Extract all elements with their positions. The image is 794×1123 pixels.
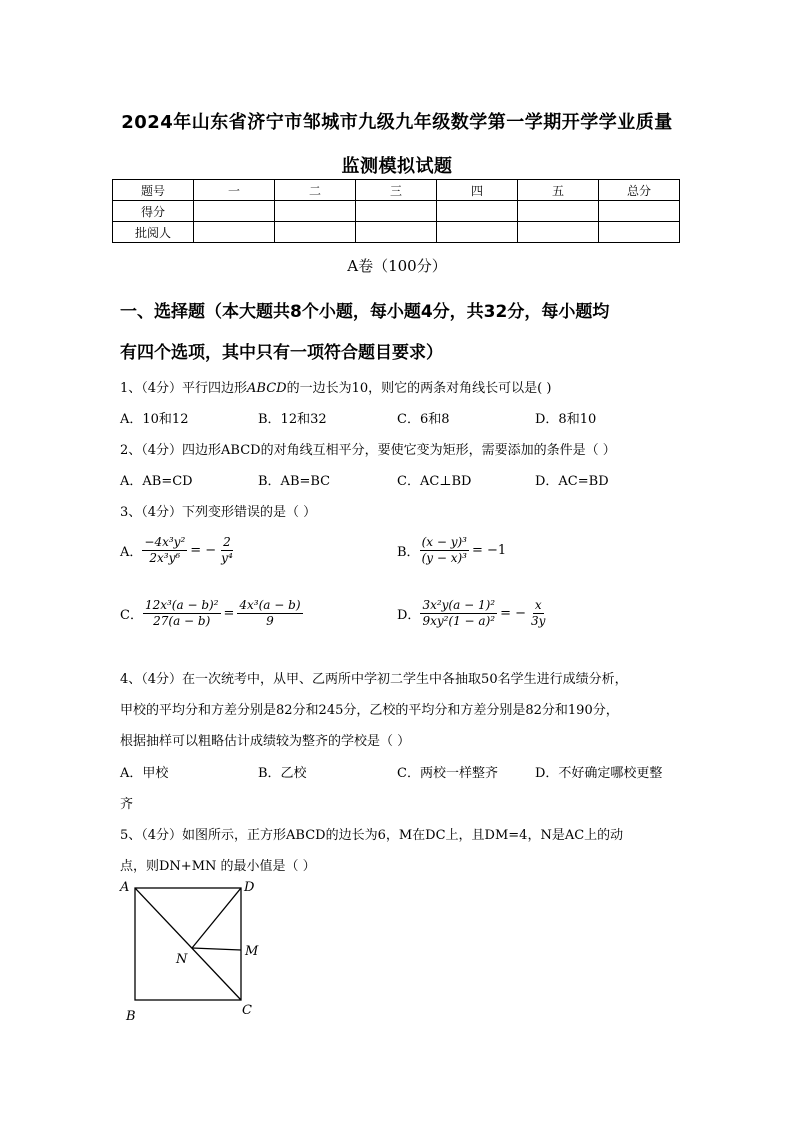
score-table-row: [113, 201, 680, 222]
q1-option-b[interactable]: B．12和32: [258, 412, 327, 427]
q1-option-d[interactable]: D．8和10: [535, 412, 597, 427]
q3-option-c-formula: [143, 598, 303, 629]
q4-option-a[interactable]: A．甲校: [120, 766, 169, 781]
table-cell: [275, 201, 356, 222]
table-header-cell: 五: [518, 180, 599, 201]
q4-option-c[interactable]: C．两校一样整齐: [397, 766, 498, 781]
fraction: [420, 535, 469, 566]
denominator: 27(a − b): [153, 614, 211, 628]
equals-sign: = −: [500, 606, 526, 621]
table-header-cell: 题号: [113, 180, 194, 201]
q4-option-d[interactable]: D．不好确定哪校更整: [535, 766, 663, 781]
denominator: y⁴: [221, 551, 233, 565]
table-cell: [356, 201, 437, 222]
question-4-line2: 甲校的平均分和方差分别是82分和245分，乙校的平均分和方差分别是82分和190分，: [120, 703, 619, 718]
question-5-line1: 5、（4分）如图所示，正方形ABCD的边长为6，M在DC上，且DM=4，N是AC上的动: [120, 828, 624, 843]
score-table-row: [113, 222, 680, 243]
fraction: [420, 598, 497, 629]
q3-option-a-formula: [142, 535, 234, 566]
q3-option-d-label: D．: [397, 608, 421, 623]
label-b: B: [126, 1009, 136, 1024]
question-4-line3: 根据抽样可以粗略估计成绩较为整齐的学校是（ ）: [120, 734, 411, 749]
question-1-stem: [120, 377, 551, 396]
q1-stem-tail: 的一边长为10，则它的两条对角线长可以是( ): [286, 381, 552, 396]
q3-option-b-label: B．: [397, 545, 420, 560]
label-m: M: [245, 944, 259, 959]
numerator: −4x³y²: [144, 535, 186, 549]
q2-option-a[interactable]: A．AB=CD: [120, 474, 193, 489]
fraction: [142, 535, 187, 566]
q3-option-c-label: C．: [120, 608, 143, 623]
numerator: 3x²y(a − 1)²: [422, 598, 496, 612]
q1-stem-text: 1、（4分）平行四边形: [120, 381, 248, 396]
score-table: [112, 179, 680, 243]
question-5-line2: 点，则DN+MN 的最小值是（ ）: [120, 859, 316, 874]
table-cell: [518, 201, 599, 222]
fraction: [219, 535, 235, 566]
table-header-cell: 二: [275, 180, 356, 201]
question-4-line1: 4、（4分）在一次统考中，从甲、乙两所中学初二学生中各抽取50名学生进行成绩分析，: [120, 672, 628, 687]
q1-option-c[interactable]: C．6和8: [397, 412, 450, 427]
table-cell: [275, 222, 356, 243]
table-header-cell: 总分: [599, 180, 680, 201]
numerator: (x − y)³: [421, 535, 467, 549]
q3-option-b-formula: [420, 535, 510, 566]
numerator: 4x³(a − b): [239, 598, 301, 612]
denominator: 9xy²(1 − a)²: [422, 614, 496, 628]
q2-option-b[interactable]: B．AB=BC: [258, 474, 331, 489]
numerator: 2: [223, 535, 231, 549]
diagonal-ac: [135, 888, 241, 1000]
q3-option-d-formula: [420, 598, 547, 629]
q3-option-b[interactable]: [397, 535, 509, 566]
equals-sign: = −1: [471, 543, 507, 558]
denominator: 3y: [531, 614, 546, 628]
table-cell: [599, 222, 680, 243]
denominator: (y − x)³: [421, 551, 467, 565]
table-cell: [599, 201, 680, 222]
table-header-cell: 一: [194, 180, 275, 201]
score-table-header-row: [113, 180, 680, 201]
q1-var: ABCD: [247, 381, 287, 396]
table-cell: [356, 222, 437, 243]
segment-nm: [192, 948, 241, 950]
q1-option-a[interactable]: A．10和12: [120, 412, 189, 427]
segment-dn: [192, 888, 241, 948]
table-row-label: 得分: [113, 201, 194, 222]
fraction: [529, 598, 547, 629]
table-cell: [437, 201, 518, 222]
q3-option-a[interactable]: [120, 535, 235, 566]
numerator: x: [534, 598, 542, 612]
question-2-stem: 2、（4分）四边形ABCD的对角线互相平分，要使它变为矩形，需要添加的条件是（ ）: [120, 443, 616, 458]
table-row-label: 批阅人: [113, 222, 194, 243]
label-n: N: [176, 952, 188, 967]
denominator: 9: [266, 614, 274, 628]
q2-option-c[interactable]: C．AC⊥BD: [397, 474, 472, 489]
q4-option-b[interactable]: B．乙校: [258, 766, 307, 781]
table-cell: [518, 222, 599, 243]
q3-option-d[interactable]: [397, 598, 547, 629]
section-a-heading: A卷（100分）: [347, 257, 447, 275]
numerator: 12x³(a − b)²: [144, 598, 219, 612]
exam-title-line1: 2024年山东省济宁市邹城市九级九年级数学第一学期开学学业质量: [121, 112, 673, 133]
section1-heading-line2: 有四个选项，其中只有一项符合题目要求）: [120, 343, 443, 363]
square-abcd-figure: [115, 878, 275, 1028]
exam-title-line2: 监测模拟试题: [341, 156, 453, 177]
fraction: [237, 598, 302, 629]
equals-sign: = −: [190, 543, 217, 558]
question-3-stem: 3、（4分）下列变形错误的是（ ）: [120, 505, 317, 520]
label-a: A: [120, 880, 130, 895]
q3-option-a-label: A．: [120, 545, 143, 560]
q3-option-c[interactable]: [120, 598, 303, 629]
table-header-cell: 四: [437, 180, 518, 201]
label-d: D: [244, 880, 255, 895]
table-cell: [194, 201, 275, 222]
label-c: C: [242, 1003, 252, 1018]
q2-option-d[interactable]: D．AC=BD: [535, 474, 609, 489]
table-header-cell: 三: [356, 180, 437, 201]
q4-option-d-wrap: 齐: [120, 797, 134, 812]
fraction: [143, 598, 221, 629]
table-cell: [194, 222, 275, 243]
section1-heading-line1: 一、选择题（本大题共8个小题，每小题4分，共32分，每小题均: [120, 302, 610, 322]
denominator: 2x³y⁶: [149, 551, 181, 565]
equals-sign: =: [223, 606, 235, 621]
table-cell: [437, 222, 518, 243]
